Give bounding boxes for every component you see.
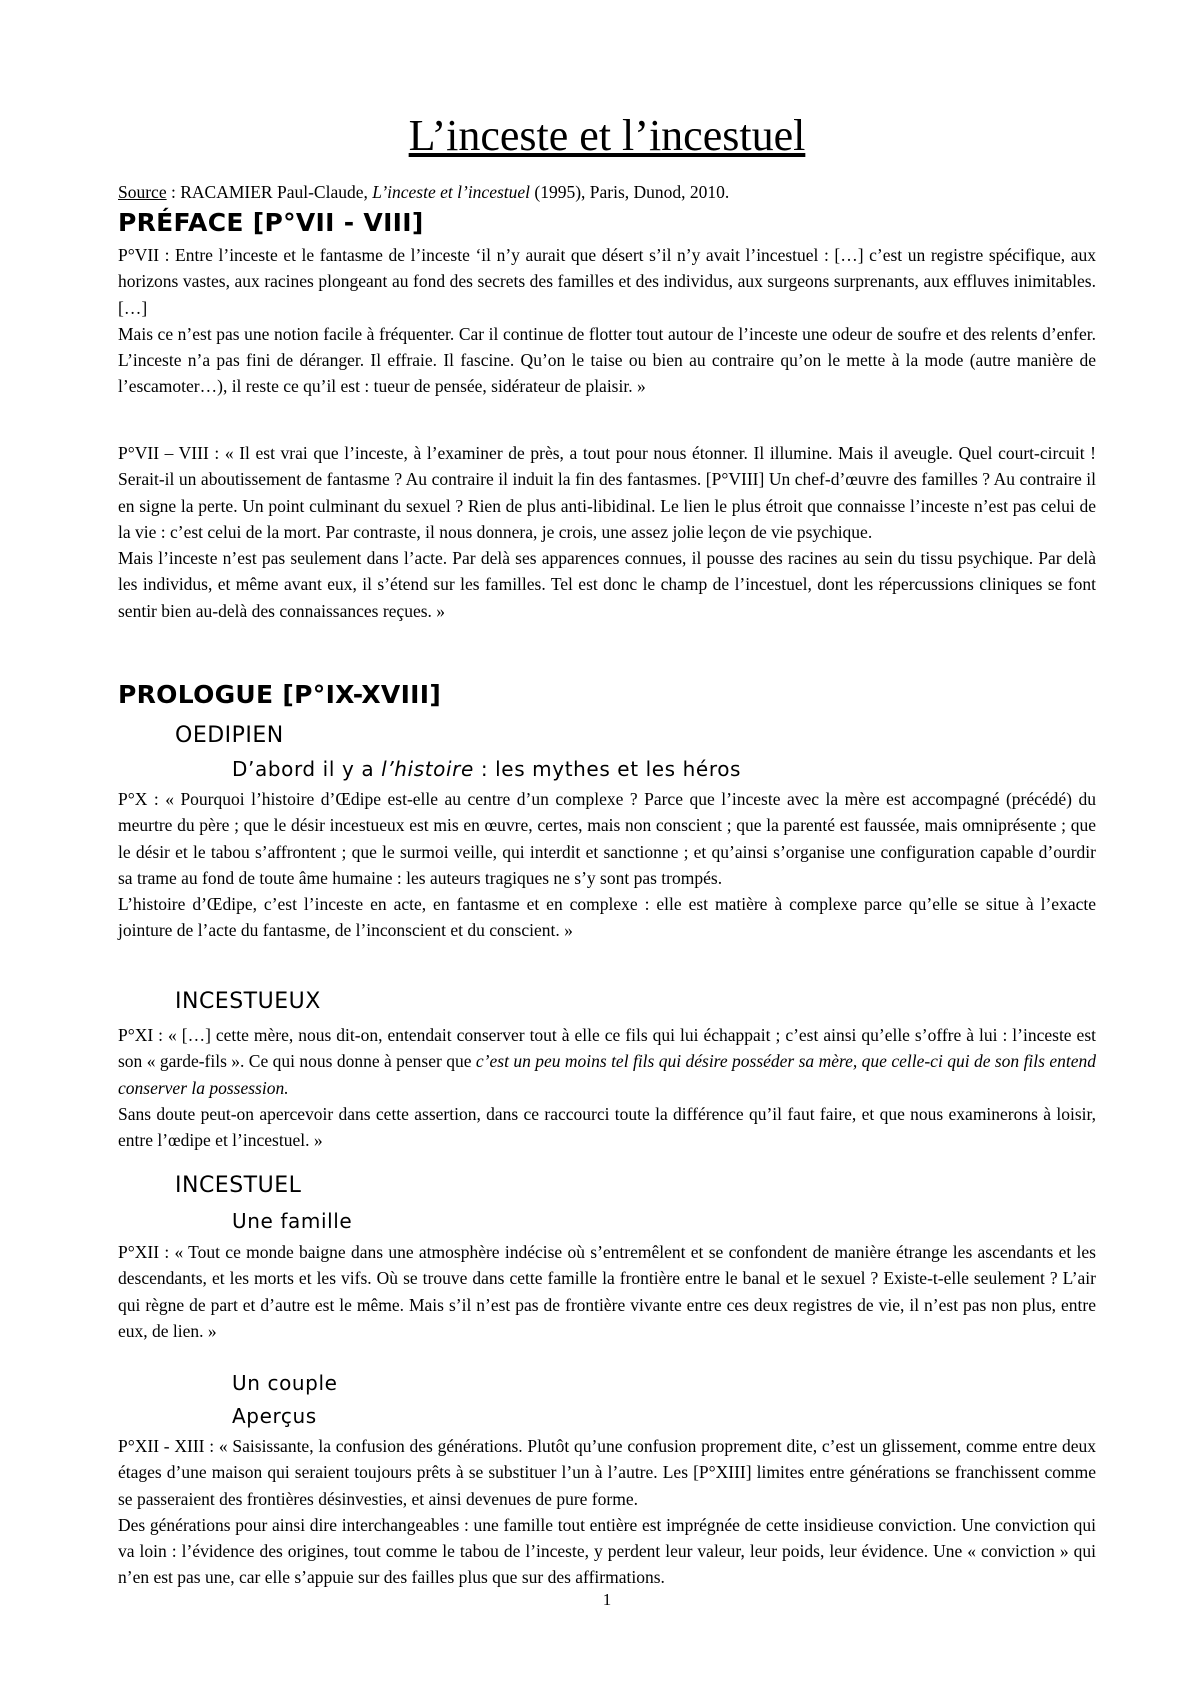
- subheading-histoire-emphasis: l’histoire: [381, 757, 474, 781]
- incestueux-emphasis: c’est un peu moins tel fils qui désire posséder sa mère, que celle-ci qui de son fils entend conserver la possession.: [118, 1051, 1096, 1098]
- page-number: 1: [602, 1590, 612, 1609]
- preface-paragraph: P°VII – VIII : « Il est vrai que l’inceste, à l’examiner de près, a tout pour nous étonner. Il illumine. Mais il aveugle. Quel court-circuit ! Serait-il un aboutissement de fantasme ? Au contraire il induit la fin des fantasmes. [P°VIII] Un chef-d’œuvre des familles ? Au contraire il en signe la perte. Un point culminant du sexuel ? Rien de plus anti-libidinal. Le lien le plus étroit que connaisse l’inceste n’est pas celui de la vie : c’est celui de la mort. Par contraste, il nous donnera, je crois, une assez jolie leçon de vie psychique.: [118, 443, 1096, 542]
- oedipien-block: [118, 786, 1096, 944]
- source-publication: (1995), Paris, Dunod, 2010.: [530, 182, 730, 202]
- subheading-histoire: [232, 756, 741, 782]
- preface-paragraph: P°VII : Entre l’inceste et le fantasme de l’inceste ‘il n’y aurait que désert s’il n’y avait l’incestuel : […] c’est un registre spécifique, aux horizons vastes, aux racines plongeant au fond des secrets des familles et des individus, aux surgeons surprenants, aux effluves inimitables. […]: [118, 245, 1096, 318]
- incestueux-text: P°XI : « […] cette mère, nous dit-on, entendait conserver tout à elle ce fils qui lui échappait ; c’est ainsi qu’elle s’offre à lui : l’inceste est son « garde-fils ». Ce qui nous donne à penser que: [118, 1025, 1096, 1072]
- subheading-apercus: Aperçus: [232, 1404, 317, 1428]
- source-separator: :: [166, 182, 181, 202]
- heading-oedipien: OEDIPIEN: [175, 723, 284, 748]
- subheading-couple: Un couple: [232, 1371, 338, 1395]
- apercus-block: [118, 1433, 1096, 1591]
- source-book-title: L’inceste et l’incestuel: [372, 182, 531, 202]
- subheading-histoire-pre: D’abord il y a: [232, 757, 382, 781]
- apercus-paragraph: P°XII - XIII : « Saisissante, la confusion des générations. Plutôt qu’une confusion proprement dite, c’est un glissement, comme entre deux étages d’une maison qui seraient toujours prêts à se substituer l’un à l’autre. Les [P°XIII] limites entre générations se franchissent comme se passeraient des frontières désinvesties, et ainsi devenues de pure forme.: [118, 1436, 1096, 1509]
- heading-prologue: PROLOGUE [P°IX-XVIII]: [118, 680, 442, 709]
- preface-paragraph: Mais l’inceste n’est pas seulement dans l’acte. Par delà ses apparences connues, il pousse des racines au sein du tissu psychique. Par delà les individus, et même avant eux, il s’étend sur les familles. Tel est donc le champ de l’incestuel, dont les répercussions cliniques se font sentir bien au-delà des connaissances reçues. »: [118, 548, 1096, 621]
- subheading-famille: Une famille: [232, 1209, 353, 1233]
- preface-block-1: [118, 242, 1096, 400]
- famille-paragraph: P°XII : « Tout ce monde baigne dans une atmosphère indécise où s’entremêlent et se confondent de manière étrange les ascendants et les descendants, et les morts et les vifs. Où se trouve dans cette famille la frontière entre le banal et le sexuel ? Existe-t-elle seulement ? L’air qui règne de part et d’autre est le même. Mais s’il n’est pas de frontière vivante entre ces deux registres de vie, il n’est pas non plus, entre eux, de lien. »: [118, 1242, 1096, 1341]
- preface-paragraph: Mais ce n’est pas une notion facile à fréquenter. Car il continue de flotter tout autour de l’inceste une odeur de soufre et des relents d’enfer. L’inceste n’a pas fini de déranger. Il effraie. Il fascine. Qu’on le taise ou bien au contraire qu’on le mette à la mode (autre manière de l’escamoter…), il reste ce qu’il est : tueur de pensée, sidérateur de plaisir. »: [118, 323, 1096, 397]
- heading-preface: PRÉFACE [P°VII - VIII]: [118, 208, 424, 237]
- oedipien-paragraph: P°X : « Pourquoi l’histoire d’Œdipe est-elle au centre d’un complexe ? Parce que l’inceste avec la mère est accompagné (précédé) du meurtre du père ; que le désir incestueux est mis en œuvre, certes, mais non conscient ; que la parenté est faussée, mais omniprésente ; que le désir et le tabou s’affrontent ; que le surmoi veille, qui interdit et sanctionne ; et qu’ainsi s’organise une configuration capable d’ourdir sa trame au fond de toute âme humaine : les auteurs tragiques ne s’y sont pas trompés.: [118, 789, 1096, 888]
- document-title: L’inceste et l’incestuel: [408, 111, 806, 160]
- incestueux-block: [118, 1022, 1096, 1153]
- preface-block-2: [118, 440, 1096, 624]
- source-line: [118, 180, 729, 204]
- subheading-histoire-post: : les mythes et les héros: [473, 757, 742, 781]
- incestueux-paragraph: Sans doute peut-on apercevoir dans cette assertion, dans ce raccourci toute la différence qu’il faut faire, et que nous examinerons à loisir, entre l’œdipe et l’incestuel. »: [118, 1103, 1096, 1151]
- source-author: RACAMIER Paul-Claude,: [180, 182, 373, 202]
- heading-incestueux: INCESTUEUX: [175, 989, 321, 1014]
- apercus-paragraph: Des générations pour ainsi dire interchangeables : une famille tout entière est imprégnée de cette insidieuse conviction. Une conviction qui va loin : l’évidence des origines, tout comme le tabou de l’inceste, y perdent leur valeur, leur poids, leur évidence. Une « conviction » qui n’en est pas une, car elle s’appuie sur des failles plus que sur des affirmations.: [118, 1514, 1096, 1588]
- famille-block: [118, 1239, 1096, 1344]
- source-label: Source: [118, 182, 167, 202]
- oedipien-paragraph: L’histoire d’Œdipe, c’est l’inceste en acte, en fantasme et en complexe : elle est matière à complexe parce qu’elle se situe à l’exacte jointure de l’acte du fantasme, de l’inconscient et du conscient. »: [118, 894, 1096, 941]
- heading-incestuel: INCESTUEL: [175, 1173, 302, 1198]
- incestueux-paragraph: [118, 1022, 1096, 1101]
